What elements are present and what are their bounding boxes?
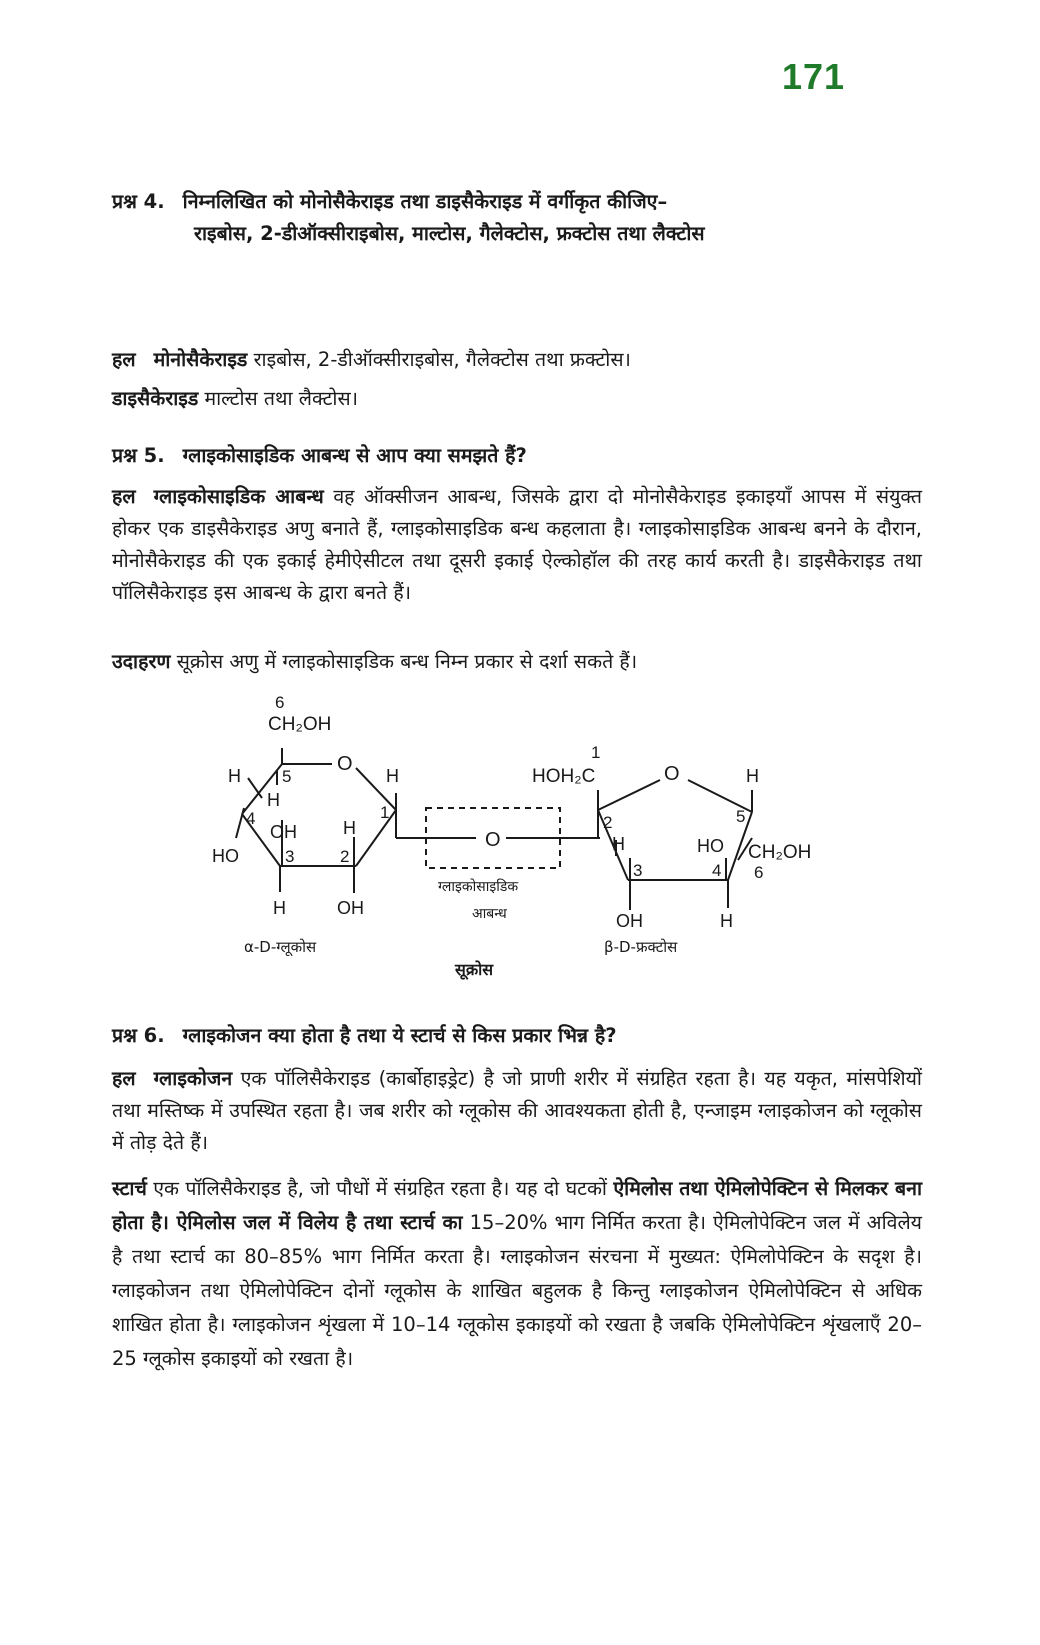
fructose-num2: 2 <box>603 813 613 832</box>
fructose-h3: H <box>612 834 625 854</box>
glucose-oh2: OH <box>337 898 364 918</box>
glucose-c6-num: 6 <box>275 693 285 712</box>
sucrose-name: सूक्रोस <box>455 960 494 979</box>
glucose-num1: 1 <box>380 803 390 822</box>
glucose-num3: 3 <box>285 847 295 866</box>
answer-6-hal: हल <box>112 1067 136 1090</box>
answer-4 <box>112 344 922 415</box>
starch-term: स्टार्च <box>112 1177 147 1200</box>
fructose-ho4: HO <box>697 836 724 856</box>
question-5-label: प्रश्न 5. <box>112 444 165 467</box>
answer-5-hal: हल <box>112 485 136 508</box>
example-line <box>112 646 922 678</box>
bond-label-1: ग्लाइकोसाइडिक <box>438 879 519 895</box>
fructose-oh3: OH <box>616 911 643 931</box>
fructose-num5: 5 <box>736 807 746 826</box>
fructose-num6: 6 <box>754 863 764 882</box>
question-4-line1: निम्नलिखित को मोनोसैकेराइड तथा डाइसैकेराइड में वर्गीकृत कीजिए– <box>182 190 668 213</box>
fructose-num3: 3 <box>633 861 643 880</box>
glucose-num5: 5 <box>282 767 292 786</box>
glucose-h1: H <box>386 766 399 786</box>
question-4 <box>112 186 922 250</box>
fructose-num4: 4 <box>712 861 722 880</box>
question-6 <box>112 1020 922 1052</box>
glucose-caption: α-D-ग्लूकोस <box>244 938 317 956</box>
sucrose-structure-diagram <box>0 680 1040 990</box>
di-label: डाइसैकेराइड <box>112 387 199 410</box>
answer-6-paragraph-1: एक पॉलिसैकेराइड (कार्बोहाइड्रेट) है जो प्राणी शरीर में संग्रहित रहता है। यह यकृत, मांसपेशियों तथा मस्तिष्क में उपस्थित रहता है। जब शरीर को ग्लूकोस की आवश्यकता होती है, एन्जाइम ग्लाइकोजन को ग्लूकोस में तोड़ देते हैं। <box>112 1067 922 1154</box>
answer-6-glycogen <box>112 1063 922 1159</box>
fructose-ch2oh: CH₂OH <box>748 842 812 863</box>
question-6-text: ग्लाइकोजन क्या होता है तथा ये स्टार्च से किस प्रकार भिन्न है? <box>182 1024 617 1047</box>
starch-text-a: एक पॉलिसैकेराइड है, जो पौधों में संग्रहित रहता है। यह दो घटकों <box>153 1177 607 1200</box>
fructose-labels <box>532 743 811 956</box>
starch-text-c: 15–20% भाग निर्मित करता है। ऐमिलोपेक्टिन जल में अविलेय है तथा स्टार्च का 80–85% भाग निर्मित करता है। ग्लाइकोजन संरचना में मुख्यत: ऐमिलोपेक्टिन के सदृश है। ग्लाइकोजन तथा ऐमिलोपेक्टिन दोनों ग्लूकोस के शाखित बहुलक है किन्तु ग्लाइकोजन ऐमिलोपेक्टिन से अधिक शाखित होता है। ग्लाइकोजन शृंखला में 10–14 ग्लूकोस इकाइयों को रखता है जबकि ऐमिलोपेक्टिन शृंखलाएँ 20–25 ग्लूकोस इकाइयों को रखता है। <box>112 1211 922 1370</box>
fructose-hoh2c: HOH₂C <box>532 766 596 787</box>
mono-label: मोनोसैकेराइड <box>153 348 248 371</box>
fructose-h5: H <box>746 766 759 786</box>
glucose-ho4: HO <box>212 846 239 866</box>
glucose-h2: H <box>343 818 356 838</box>
glucose-oh4: OH <box>270 822 297 842</box>
glucose-h5: H <box>267 790 280 810</box>
glycogen-term: ग्लाइकोजन <box>153 1067 233 1090</box>
glucose-h3: H <box>273 898 286 918</box>
example-text: सूक्रोस अणु में ग्लाइकोसाइडिक बन्ध निम्न प्रकार से दर्शा सकते हैं। <box>176 650 638 673</box>
bond-label-2: आबन्ध <box>472 906 507 922</box>
glucose-num4: 4 <box>246 809 256 828</box>
glycosidic-term: ग्लाइकोसाइडिक आबन्ध <box>153 485 324 508</box>
fructose-ring-o: O <box>664 763 680 785</box>
bond-oxygen: O <box>485 829 501 851</box>
example-label: उदाहरण <box>112 650 171 673</box>
question-6-label: प्रश्न 6. <box>112 1024 165 1047</box>
answer-5 <box>112 481 922 609</box>
question-5-text: ग्लाइकोसाइडिक आबन्ध से आप क्या समझते हैं? <box>182 444 527 467</box>
answer-4-hal: हल <box>112 348 136 371</box>
glucose-h-c5: H <box>228 766 241 786</box>
answer-6-starch <box>112 1172 922 1376</box>
glucose-num2: 2 <box>340 847 350 866</box>
question-4-label: प्रश्न 4. <box>112 190 165 213</box>
mono-text: राइबोस, 2-डीऑक्सीराइबोस, गैलेक्टोस तथा फ्रक्टोस। <box>253 348 631 371</box>
glucose-ring-o: O <box>337 753 353 775</box>
answer-5-text: वह ऑक्सीजन आबन्ध, जिसके द्वारा दो मोनोसैकेराइड इकाइयाँ आपस में संयुक्त होकर एक डाइसैकेराइड अणु बनाते हैं, ग्लाइकोसाइडिक बन्ध कहलाता है। ग्लाइकोसाइडिक आबन्ध बनने के दौरान, मोनोसैकेराइड की एक इकाई हेमीऐसीटल तथा दूसरी इकाई ऐल्कोहॉल की तरह कार्य करती है। डाइसैकेराइड तथा पॉलिसैकेराइड इस आबन्ध के द्वारा बनते हैं। <box>112 485 922 604</box>
question-4-line2: राइबोस, 2-डीऑक्सीराइबोस, माल्टोस, गैलेक्टोस, फ्रक्टोस तथा लैक्टोस <box>194 222 705 245</box>
bond-labels <box>438 829 518 980</box>
page-number: 171 <box>782 56 846 97</box>
fructose-num1: 1 <box>591 743 601 762</box>
fructose-h4: H <box>720 911 733 931</box>
starch-text-b: ऐमिलोस तथा ऐमिलोपेक्टिन से मिलकर बना होता है। ऐमिलोस जल में विलेय है तथा स्टार्च का <box>112 1177 922 1234</box>
question-5 <box>112 440 922 472</box>
glucose-ch2oh: CH₂OH <box>268 714 332 735</box>
fructose-caption: β-D-फ्रक्टोस <box>604 938 678 956</box>
di-text: माल्टोस तथा लैक्टोस। <box>204 387 359 410</box>
